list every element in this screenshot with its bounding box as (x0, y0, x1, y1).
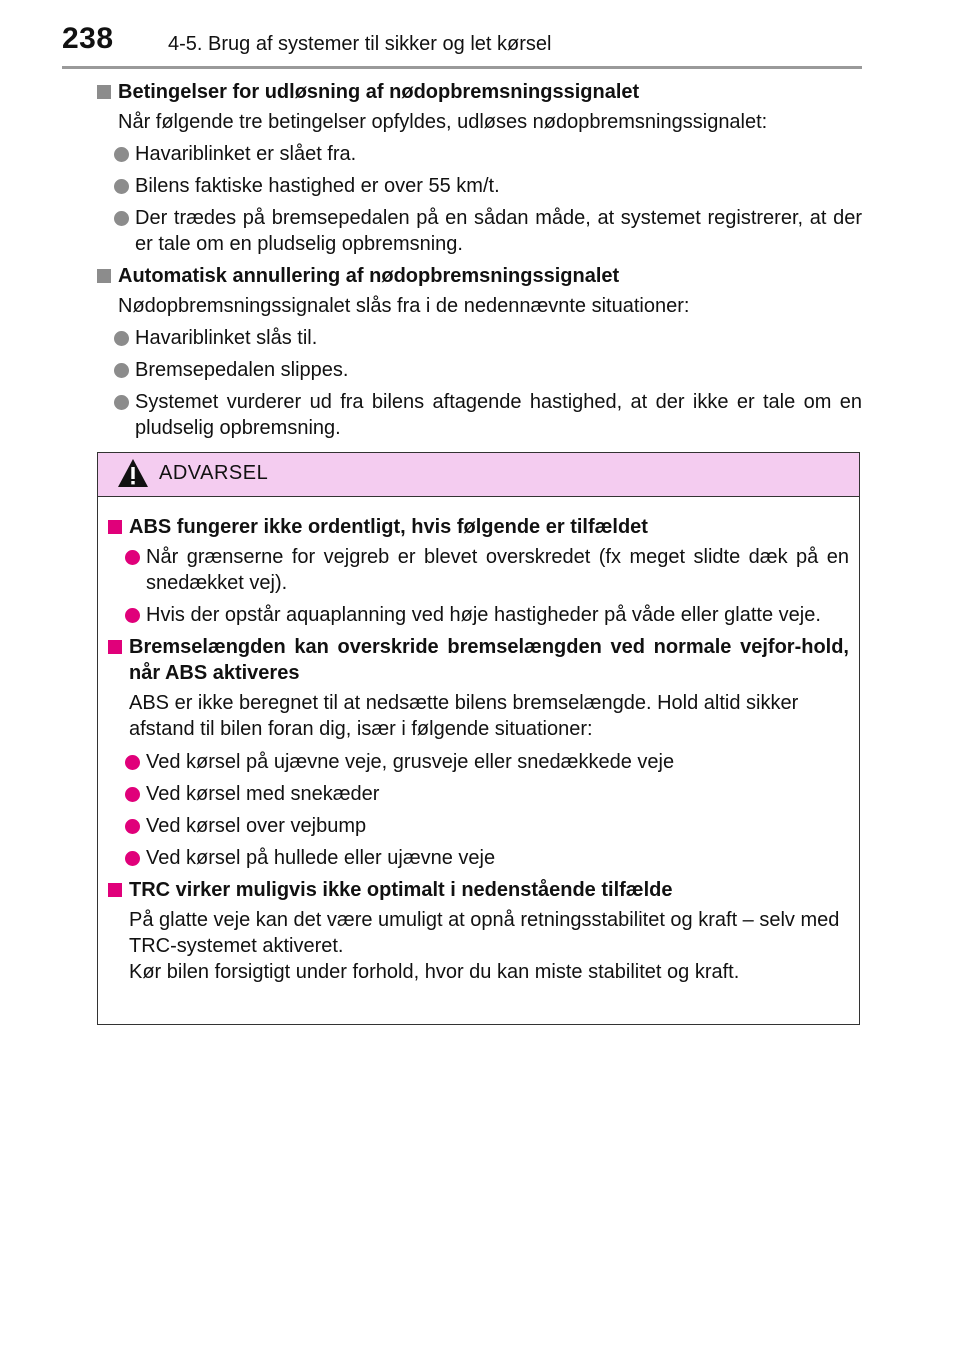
list-item: Hvis der opstår aquaplanning ved høje hastigheder på våde eller glatte veje. (108, 602, 849, 628)
section-trigger-conditions (97, 79, 862, 257)
square-bullet-icon (108, 883, 122, 897)
list-item: Systemet vurderer ud fra bilens aftagende hastighed, at der ikke er tale om en pludselig opbremsning. (97, 389, 862, 441)
circle-bullet-icon (125, 608, 140, 623)
circle-bullet-icon (125, 550, 140, 565)
list-item: Havariblinket slås til. (97, 325, 862, 351)
square-bullet-icon (97, 269, 111, 283)
section-heading: Automatisk annullering af nødopbremsningssignalet (97, 263, 862, 289)
section-heading: Betingelser for udløsning af nødopbremsningssignalet (97, 79, 862, 105)
list-item: Når grænserne for vejgreb er blevet overskredet (fx meget slidte dæk på en snedækket vej). (108, 544, 849, 596)
square-bullet-icon (108, 640, 122, 654)
circle-bullet-icon (114, 147, 129, 162)
circle-bullet-icon (114, 363, 129, 378)
square-bullet-icon (108, 520, 122, 534)
list-item: Bremsepedalen slippes. (97, 357, 862, 383)
square-bullet-icon (97, 85, 111, 99)
warning-item-text: På glatte veje kan det være umuligt at opnå retningsstabilitet og kraft – selv med TRC-systemet aktiveret. (129, 909, 840, 957)
warning-body (98, 497, 859, 985)
circle-bullet-icon (114, 331, 129, 346)
circle-bullet-icon (125, 819, 140, 834)
section-intro: Når følgende tre betingelser opfyldes, udløses nødopbremsningssignalet: (118, 111, 768, 133)
warning-box (97, 452, 860, 1025)
warning-item-text: ABS er ikke beregnet til at nedsætte bilens bremselængde. Hold altid sikker afstand til bilen foran dig, især i følgende situationer: (129, 692, 799, 740)
list-item: Bilens faktiske hastighed er over 55 km/t. (97, 173, 862, 199)
warning-header (98, 453, 859, 497)
page-number: 238 (62, 22, 114, 55)
list-item: Der trædes på bremsepedalen på en sådan måde, at systemet registrerer, at der er tale om en pludselig opbremsning. (97, 205, 862, 257)
warning-triangle-icon (117, 458, 149, 488)
chapter-title: 4-5. Brug af systemer til sikker og let kørsel (168, 33, 552, 55)
warning-item-heading: ABS fungerer ikke ordentligt, hvis følgende er tilfældet (108, 514, 849, 540)
warning-item-heading: TRC virker muligvis ikke optimalt i nedenstående tilfælde (108, 877, 849, 903)
warning-item-text: Kør bilen forsigtigt under forhold, hvor du kan miste stabilitet og kraft. (129, 961, 740, 983)
circle-bullet-icon (114, 211, 129, 226)
list-item: Havariblinket er slået fra. (97, 141, 862, 167)
main-content (97, 79, 862, 447)
section-auto-cancel (97, 263, 862, 441)
list-item: Ved kørsel på hullede eller ujævne veje (108, 845, 849, 871)
list-item: Ved kørsel over vejbump (108, 813, 849, 839)
section-intro: Nødopbremsningssignalet slås fra i de nedennævnte situationer: (118, 295, 690, 317)
warning-item-heading: Bremselængden kan overskride bremselængden ved normale vejfor-hold, når ABS aktiveres (108, 634, 849, 686)
circle-bullet-icon (114, 179, 129, 194)
circle-bullet-icon (125, 851, 140, 866)
header-rule (62, 66, 862, 69)
warning-title: ADVARSEL (159, 462, 269, 484)
list-item: Ved kørsel på ujævne veje, grusveje eller snedækkede veje (108, 749, 849, 775)
circle-bullet-icon (125, 755, 140, 770)
circle-bullet-icon (125, 787, 140, 802)
list-item: Ved kørsel med snekæder (108, 781, 849, 807)
circle-bullet-icon (114, 395, 129, 410)
